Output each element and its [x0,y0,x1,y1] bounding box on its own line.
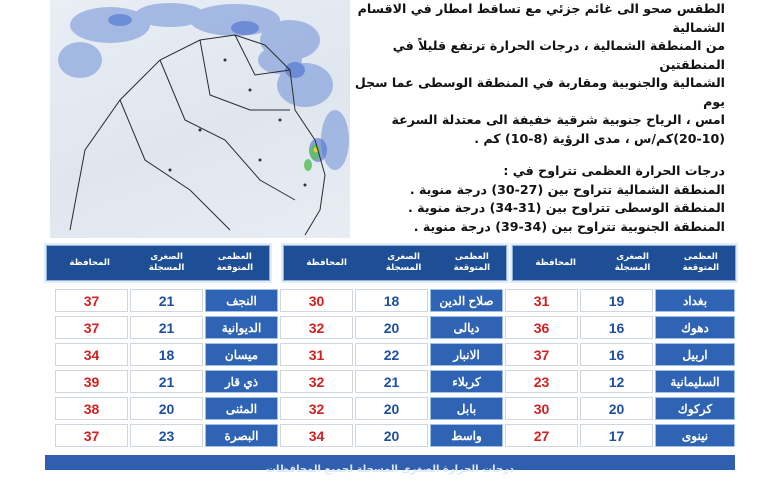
header-min: الصغرى المسجلة [614,252,651,273]
governorate-name: الديوانية [205,316,278,339]
min-temp-cell: 21 [130,289,203,312]
col-middle-name [430,289,503,451]
max-temp-cell: 31 [280,343,353,366]
min-temp-cell: 20 [580,397,653,420]
min-temp-cell: 21 [130,316,203,339]
map-graphic [50,0,350,238]
governorate-name: ميسان [205,343,278,366]
col-right-max [505,289,578,451]
governorate-name: صلاح الدين [430,289,503,312]
max-temp-cell: 37 [55,289,128,312]
min-temp-cell: 23 [130,424,203,447]
max-temp-cell: 37 [55,424,128,447]
min-temp-cell: 17 [580,424,653,447]
max-temp-cell: 27 [505,424,578,447]
max-temp-cell: 23 [505,370,578,393]
col-right-min [580,289,653,451]
governorate-name: كربلاء [430,370,503,393]
min-temp-cell: 20 [355,397,428,420]
forecast-text [352,0,725,238]
max-temp-cell: 37 [55,316,128,339]
max-temp-cell: 30 [505,397,578,420]
col-left-name [205,289,278,451]
min-temp-cell: 12 [580,370,653,393]
governorate-name: كركوك [655,397,735,420]
governorate-name: البصرة [205,424,278,447]
header-group-right [512,245,736,281]
governorate-name: الانبار [430,343,503,366]
governorate-name: ديالى [430,316,503,339]
governorate-name: النجف [205,289,278,312]
temperature-table [45,289,735,451]
min-temp-cell: 22 [355,343,428,366]
min-temp-cell: 21 [130,370,203,393]
col-left-min [130,289,203,451]
footer-bar [45,455,735,475]
range-middle: المنطقة الوسطى تتراوح بين (31-34) درجة منوية . [408,200,725,215]
max-temp-cell: 39 [55,370,128,393]
min-temp-cell: 18 [130,343,203,366]
range-north: المنطقة الشمالية تتراوح بين (27-30) درجة منوية . [409,181,725,197]
header-max: العظمى المتوقعة [216,252,254,273]
col-middle-min [355,289,428,451]
header-max: العظمى المتوقعة [682,252,720,273]
max-temp-cell: 32 [280,397,353,420]
governorate-name: بغداد [655,289,735,312]
header-min: الصغرى المسجلة [385,252,422,273]
min-temp-cell: 20 [130,397,203,420]
governorate-name: اربيل [655,343,735,366]
governorate-name: بابل [430,397,503,420]
forecast-line: (20-10)كم/س ، مدى الرؤية (8-10) كم . [474,130,725,146]
col-middle-max [280,289,353,451]
min-temp-cell: 20 [355,316,428,339]
max-temp-cell: 34 [55,343,128,366]
col-left-max [55,289,128,451]
max-temp-cell: 37 [505,343,578,366]
forecast-line: الطقس صحو الى غائم جزئي مع تساقط امطار في الاقسام الشمالية [357,1,725,35]
forecast-line: من المنطقة الشمالية ، درجات الحرارة ترتفع قليلاً في المنطقتين [392,38,725,72]
governorate-name: دهوك [655,316,735,339]
max-temp-title: درجات الحرارة العظمى تتراوح في : [503,163,725,178]
max-temp-cell: 36 [505,316,578,339]
min-temp-cell: 20 [355,424,428,447]
max-temp-cell: 32 [280,316,353,339]
governorate-name: المثنى [205,397,278,420]
forecast-line: الشمالية والجنوبية ومقاربة في المنطقة الوسطى عما سجل يوم [354,75,725,109]
max-temp-cell: 34 [280,424,353,447]
header-min: الصغرى المسجلة [148,252,185,273]
min-temp-cell: 21 [355,370,428,393]
governorate-name: ذي قار [205,370,278,393]
header-governorate: المحافظة [306,257,347,268]
governorate-name: السليمانية [655,370,735,393]
min-temp-cell: 19 [580,289,653,312]
header-group-middle [283,245,507,281]
max-temp-cell: 31 [505,289,578,312]
col-right-name [655,289,735,451]
min-temp-cell: 18 [355,289,428,312]
governorate-name: نينوى [655,424,735,447]
header-governorate: المحافظة [69,257,110,268]
max-temp-cell: 30 [280,289,353,312]
footer-text: درجات الحرارة الصغرى المسجلة لجميع المحافظات [265,464,514,475]
range-south: المنطقة الجنوبية تتراوح بين (34-39) درجة منوية . [413,218,725,234]
min-temp-cell: 16 [580,343,653,366]
governorate-name: واسط [430,424,503,447]
header-max: العظمى المتوقعة [453,252,491,273]
max-temp-cell: 32 [280,370,353,393]
header-group-left [46,245,270,281]
weather-radar-map [50,0,350,238]
header-governorate: المحافظة [535,257,576,268]
min-temp-cell: 16 [580,316,653,339]
max-temp-cell: 38 [55,397,128,420]
forecast-line: امس ، الرياح جنوبية شرقية خفيفة الى معتدلة السرعة [391,112,725,127]
